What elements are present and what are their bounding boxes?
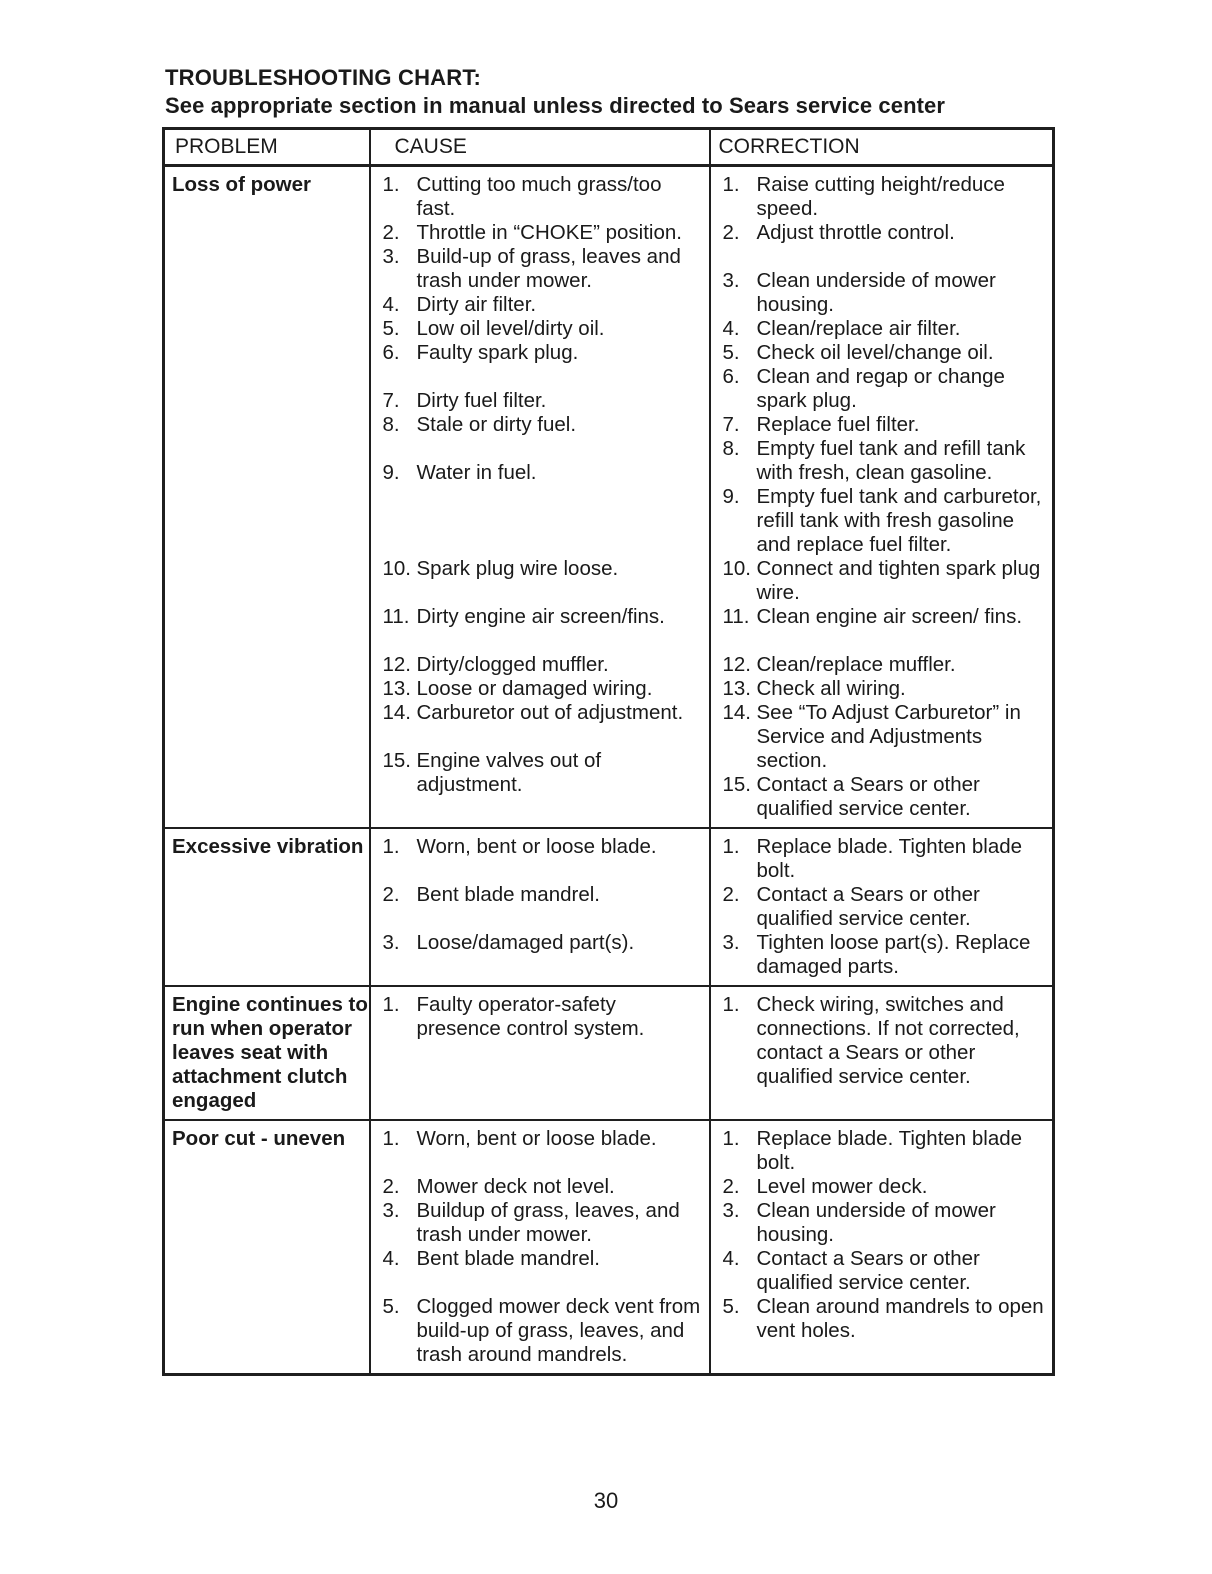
correction-item [719, 993, 1053, 1089]
item-number: 1. [382, 993, 400, 1016]
cause-item [379, 749, 709, 797]
item-text: Spark plug wire loose. [416, 557, 619, 580]
correction-item [719, 413, 1053, 437]
item-text: Tighten loose part(s). Replace damaged parts. [756, 931, 1031, 978]
column-header-problem: PROBLEM [164, 129, 370, 166]
item-number: 12. [382, 653, 411, 676]
item-text: Contact a Sears or other qualified service center. [756, 773, 980, 820]
item-number: 1. [722, 993, 740, 1016]
item-text: Build-up of grass, leaves and trash under mower. [416, 245, 681, 292]
item-number: 14. [722, 701, 751, 724]
item-number: 3. [722, 269, 740, 292]
cause-item [379, 461, 709, 485]
item-text: Bent blade mandrel. [416, 883, 600, 906]
item-text: Raise cutting height/reduce speed. [756, 173, 1005, 220]
cause-item [379, 221, 709, 245]
item-number: 1. [382, 173, 400, 196]
correction-item [719, 485, 1053, 557]
item-number: 4. [722, 1247, 740, 1270]
item-number: 3. [722, 1199, 740, 1222]
item-text: Loose/damaged part(s). [416, 931, 635, 954]
item-number: 9. [722, 485, 740, 508]
correction-item [719, 701, 1053, 773]
troubleshooting-table [162, 127, 1055, 1376]
item-text: Faulty operator-safety presence control system. [416, 993, 645, 1040]
item-number: 14. [382, 701, 411, 724]
correction-item [719, 835, 1053, 883]
column-header-cause: CAUSE [370, 129, 710, 166]
cause-item [379, 931, 709, 955]
item-text: Contact a Sears or other qualified service center. [756, 1247, 980, 1294]
problem-cell: Engine continues to run when operator leaves seat with attachment clutch engaged [164, 986, 370, 1120]
table-row [164, 986, 1054, 1120]
item-number: 2. [382, 221, 400, 244]
item-text: Clogged mower deck vent from build-up of grass, leaves, and trash around mandrels. [416, 1295, 701, 1366]
item-number: 5. [382, 1295, 400, 1318]
item-text: Check oil level/change oil. [756, 341, 994, 364]
cause-item [379, 557, 709, 581]
item-text: Worn, bent or loose blade. [416, 1127, 657, 1150]
item-text: Replace fuel filter. [756, 413, 920, 436]
page-title: TROUBLESHOOTING CHART: [165, 65, 482, 90]
correction-item [719, 221, 1053, 245]
item-text: Low oil level/dirty oil. [416, 317, 605, 340]
cause-item [379, 317, 709, 341]
item-text: Throttle in “CHOKE” position. [416, 221, 682, 244]
item-number: 12. [722, 653, 751, 676]
cause-item [379, 293, 709, 317]
cause-item [379, 835, 709, 859]
cause-item [379, 413, 709, 437]
cause-item [379, 677, 709, 701]
cause-item [379, 605, 709, 629]
correction-item [719, 1295, 1053, 1343]
item-text: Check wiring, switches and connections. If not corrected, contact a Sears or other qualified service center. [756, 993, 1020, 1088]
item-number: 9. [382, 461, 400, 484]
cause-cell [370, 1120, 710, 1375]
item-text: Replace blade. Tighten blade bolt. [756, 835, 1023, 882]
item-number: 6. [382, 341, 400, 364]
correction-item [719, 269, 1053, 317]
correction-cell [710, 166, 1054, 829]
column-header-correction: CORRECTION [710, 129, 1054, 166]
cause-item [379, 1175, 709, 1199]
item-text: Replace blade. Tighten blade bolt. [756, 1127, 1023, 1174]
item-number: 15. [382, 749, 411, 772]
item-text: See “To Adjust Carburetor” in Service and Adjustments section. [756, 701, 1021, 772]
item-text: Engine valves out of adjustment. [416, 749, 602, 796]
correction-item [719, 173, 1053, 221]
item-number: 4. [382, 293, 400, 316]
item-number: 7. [722, 413, 740, 436]
item-text: Cutting too much grass/too fast. [416, 173, 662, 220]
item-text: Dirty fuel filter. [416, 389, 547, 412]
item-number: 1. [722, 173, 740, 196]
item-number: 8. [722, 437, 740, 460]
item-text: Empty fuel tank and refill tank with fresh, clean gasoline. [756, 437, 1026, 484]
item-number: 11. [722, 605, 750, 628]
item-text: Connect and tighten spark plug wire. [756, 557, 1041, 604]
item-number: 13. [722, 677, 751, 700]
cause-cell [370, 828, 710, 986]
correction-item [719, 437, 1053, 485]
item-text: Carburetor out of adjustment. [416, 701, 684, 724]
item-number: 1. [722, 835, 740, 858]
item-text: Dirty engine air screen/fins. [416, 605, 665, 628]
cause-item [379, 245, 709, 293]
cause-item [379, 883, 709, 907]
correction-item [719, 1175, 1053, 1199]
correction-item [719, 557, 1053, 605]
item-text: Mower deck not level. [416, 1175, 615, 1198]
page-subtitle: See appropriate section in manual unless directed to Sears service center [165, 93, 946, 118]
table-row [164, 166, 1054, 829]
item-text: Dirty/clogged muffler. [416, 653, 609, 676]
cause-item [379, 1199, 709, 1247]
correction-cell [710, 1120, 1054, 1375]
item-number: 2. [722, 883, 740, 906]
item-text: Bent blade mandrel. [416, 1247, 600, 1270]
correction-item [719, 931, 1053, 979]
cause-item [379, 701, 709, 725]
item-number: 5. [722, 341, 740, 364]
item-text: Clean/replace muffler. [756, 653, 956, 676]
correction-item [719, 883, 1053, 931]
item-number: 3. [382, 931, 400, 954]
item-text: Buildup of grass, leaves, and trash under mower. [416, 1199, 680, 1246]
item-number: 4. [382, 1247, 400, 1270]
item-number: 2. [382, 1175, 400, 1198]
cause-item [379, 993, 709, 1041]
item-text: Stale or dirty fuel. [416, 413, 577, 436]
correction-item [719, 1199, 1053, 1247]
table-row [164, 1120, 1054, 1375]
item-text: Clean around mandrels to open vent holes. [756, 1295, 1044, 1342]
cause-item [379, 1247, 709, 1271]
item-text: Check all wiring. [756, 677, 906, 700]
cause-item [379, 653, 709, 677]
item-number: 3. [722, 931, 740, 954]
item-number: 10. [382, 557, 411, 580]
item-number: 10. [722, 557, 751, 580]
item-number: 3. [382, 245, 400, 268]
cause-cell [370, 986, 710, 1120]
correction-item [719, 341, 1053, 365]
item-text: Clean and regap or change spark plug. [756, 365, 1005, 412]
item-number: 8. [382, 413, 400, 436]
item-number: 7. [382, 389, 400, 412]
cause-item [379, 389, 709, 413]
table-header-row [164, 129, 1054, 166]
cause-item [379, 1295, 709, 1367]
item-text: Clean engine air screen/ fins. [756, 605, 1023, 628]
item-number: 2. [722, 221, 740, 244]
cause-item [379, 1127, 709, 1151]
item-number: 13. [382, 677, 411, 700]
item-text: Empty fuel tank and carburetor, refill tank with fresh gasoline and replace fuel filter. [756, 485, 1042, 556]
page-number: 30 [593, 1488, 619, 1513]
correction-item [719, 1127, 1053, 1175]
item-number: 4. [722, 317, 740, 340]
item-text: Water in fuel. [416, 461, 537, 484]
item-text: Adjust throttle control. [756, 221, 955, 244]
item-text: Dirty air filter. [416, 293, 537, 316]
item-text: Loose or damaged wiring. [416, 677, 653, 700]
correction-item [719, 653, 1053, 677]
table-row [164, 828, 1054, 986]
correction-item [719, 317, 1053, 341]
problem-cell: Poor cut - uneven [164, 1120, 370, 1375]
item-text: Contact a Sears or other qualified service center. [756, 883, 980, 930]
correction-item [719, 677, 1053, 701]
correction-cell [710, 986, 1054, 1120]
correction-item [719, 773, 1053, 821]
item-number: 15. [722, 773, 751, 796]
correction-item [719, 1247, 1053, 1295]
item-number: 6. [722, 365, 740, 388]
item-text: Clean underside of mower housing. [756, 1199, 996, 1246]
problem-cell: Excessive vibration [164, 828, 370, 986]
page-header [165, 64, 1055, 120]
correction-cell [710, 828, 1054, 986]
item-text: Level mower deck. [756, 1175, 928, 1198]
item-number: 2. [722, 1175, 740, 1198]
cause-item [379, 173, 709, 221]
item-number: 2. [382, 883, 400, 906]
item-number: 5. [382, 317, 400, 340]
item-number: 1. [382, 1127, 400, 1150]
item-text: Clean underside of mower housing. [756, 269, 996, 316]
item-text: Clean/replace air filter. [756, 317, 961, 340]
item-number: 3. [382, 1199, 400, 1222]
item-number: 1. [722, 1127, 740, 1150]
cause-item [379, 341, 709, 365]
item-number: 1. [382, 835, 400, 858]
cause-cell [370, 166, 710, 829]
item-text: Worn, bent or loose blade. [416, 835, 657, 858]
correction-item [719, 365, 1053, 413]
item-text: Faulty spark plug. [416, 341, 579, 364]
item-number: 5. [722, 1295, 740, 1318]
problem-cell: Loss of power [164, 166, 370, 829]
item-number: 11. [382, 605, 410, 628]
correction-item [719, 605, 1053, 629]
